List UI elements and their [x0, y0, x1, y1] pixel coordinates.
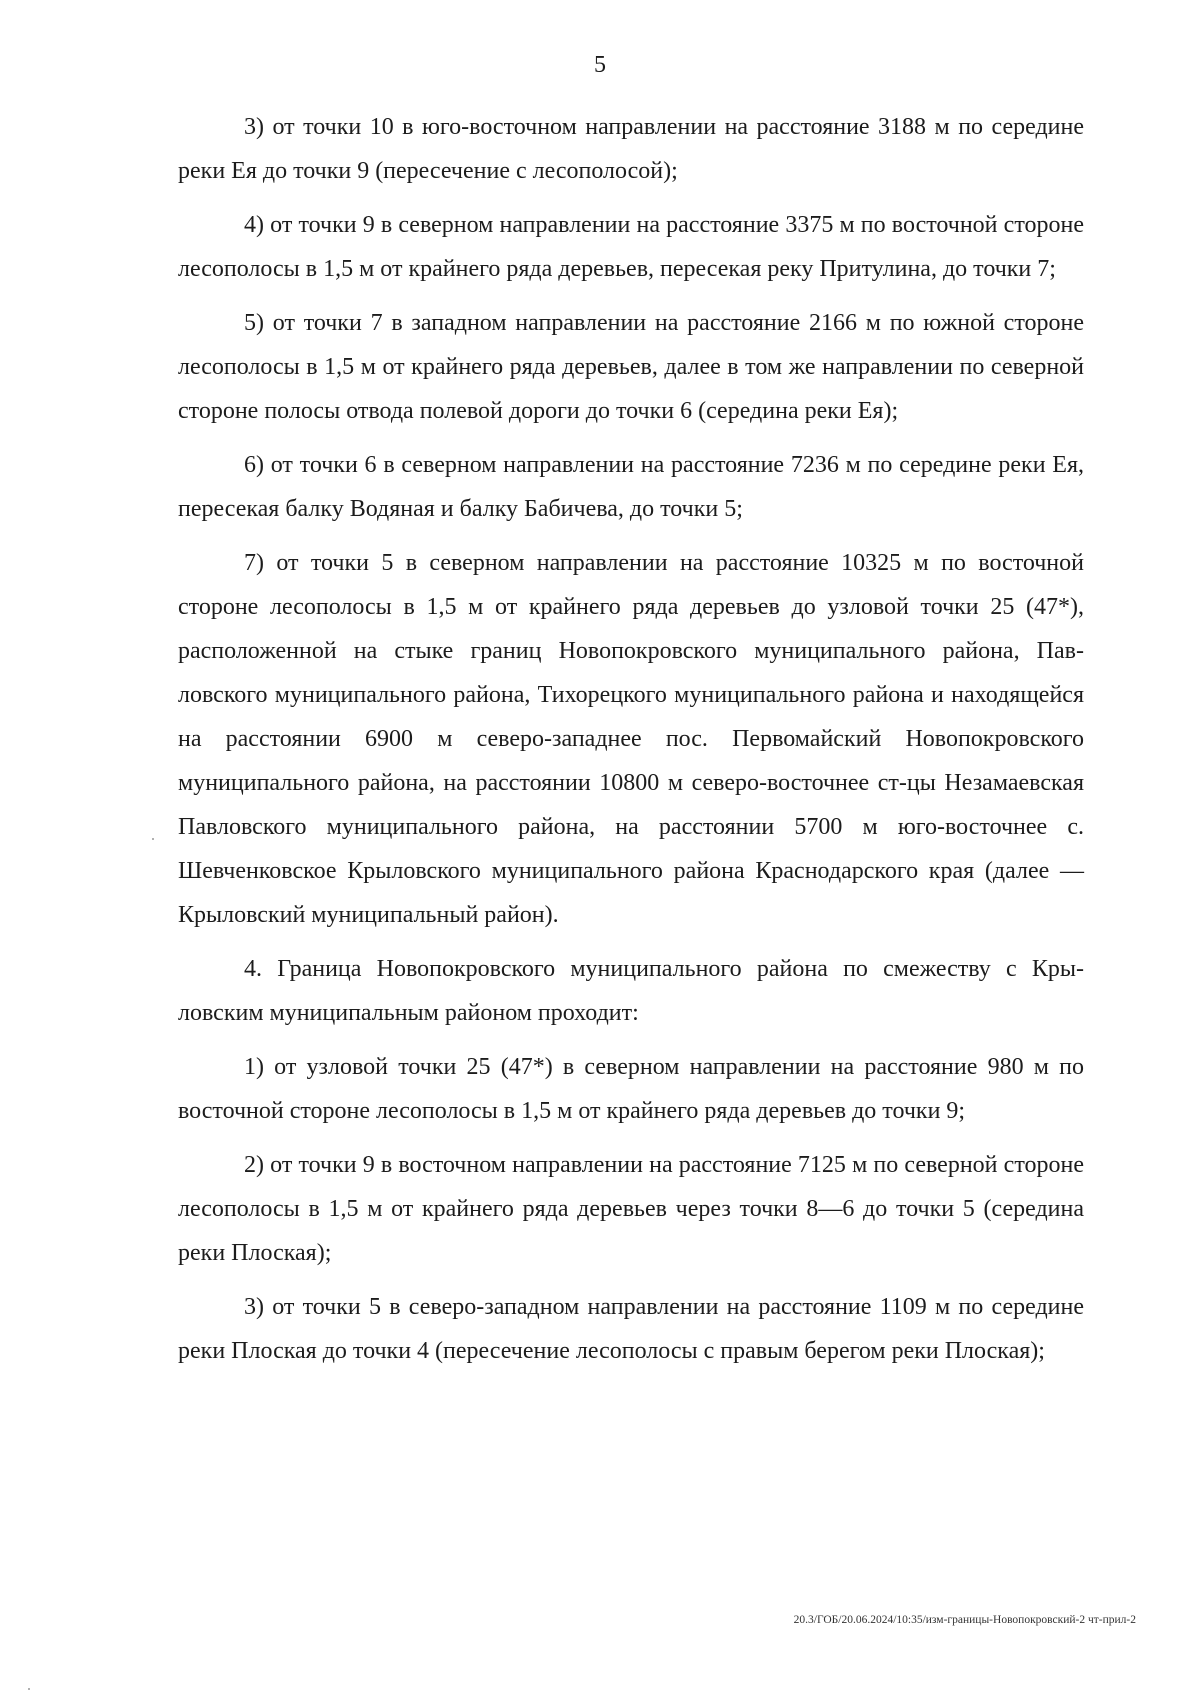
- section-paragraph: 4. Граница Новопокровского муниципального района по смежеству с Крыловским муниципальным районом проходит:: [178, 956, 1084, 1026]
- paragraph: 3) от точки 10 в юго-восточном направлении на расстояние 3188 м по середине реки Ея до точки 9 (пересечение с лесополосой);: [178, 114, 1084, 184]
- paragraph: 1) от узловой точки 25 (47*) в северном направлении на расстояние 980 м по восточной стороне лесополосы в 1,5 м от крайнего ряда деревьев до точки 9;: [178, 1054, 1084, 1124]
- paragraph: 4) от точки 9 в северном направлении на расстояние 3375 м по восточной стороне лесополосы в 1,5 м от крайнего ряда деревьев, пересекая реку Притулина, до точки 7;: [178, 212, 1084, 282]
- paragraph: 3) от точки 5 в северо-западном направлении на расстояние 1109 м по середине реки Плоская до точки 4 (пересечение лесополосы с правым берегом реки Плоская);: [178, 1294, 1084, 1364]
- paragraph: 7) от точки 5 в северном направлении на расстояние 10325 м по восточной стороне лесополосы в 1,5 м от крайнего ряда деревьев до узловой точки 25 (47*), расположенной на стыке границ Новопокровского муниципального района, Павловского муниципального района, Тихорецкого муниципального района и находящейся на расстоянии 6900 м северо-западнее пос. Первомайский Новопокровского муниципального района, на расстоянии 10800 м северо-восточнее ст-цы Незамаевская Павловского муниципального района, на расстоянии 5700 м юго-восточнее с. Шевченковское Крыловского муниципального района Краснодарского края (далее — Крыловский муниципальный район).: [178, 550, 1084, 928]
- paragraph: 6) от точки 6 в северном направлении на расстояние 7236 м по середине реки Ея, пересекая балку Водяная и балку Бабичева, до точки 5;: [178, 452, 1084, 522]
- paragraph: 2) от точки 9 в восточном направлении на расстояние 7125 м по северной стороне лесополосы в 1,5 м от крайнего ряда деревьев через точки 8—6 до точки 5 (середина реки Плоская);: [178, 1152, 1084, 1266]
- document-body: [178, 105, 1084, 1383]
- page-number: 5: [594, 52, 606, 78]
- scan-speck: [28, 1688, 30, 1690]
- paragraph: 5) от точки 7 в западном направлении на расстояние 2166 м по южной стороне лесополосы в 1,5 м от крайнего ряда деревьев, далее в том же направлении по северной стороне полосы отвода полевой дороги до точки 6 (середина реки Ея);: [178, 310, 1084, 424]
- scan-speck: [152, 838, 154, 840]
- footer-file-reference: 20.3/ГОБ/20.06.2024/10:35/изм-границы-Новопокровский-2 чт-прил-2: [793, 1614, 1136, 1626]
